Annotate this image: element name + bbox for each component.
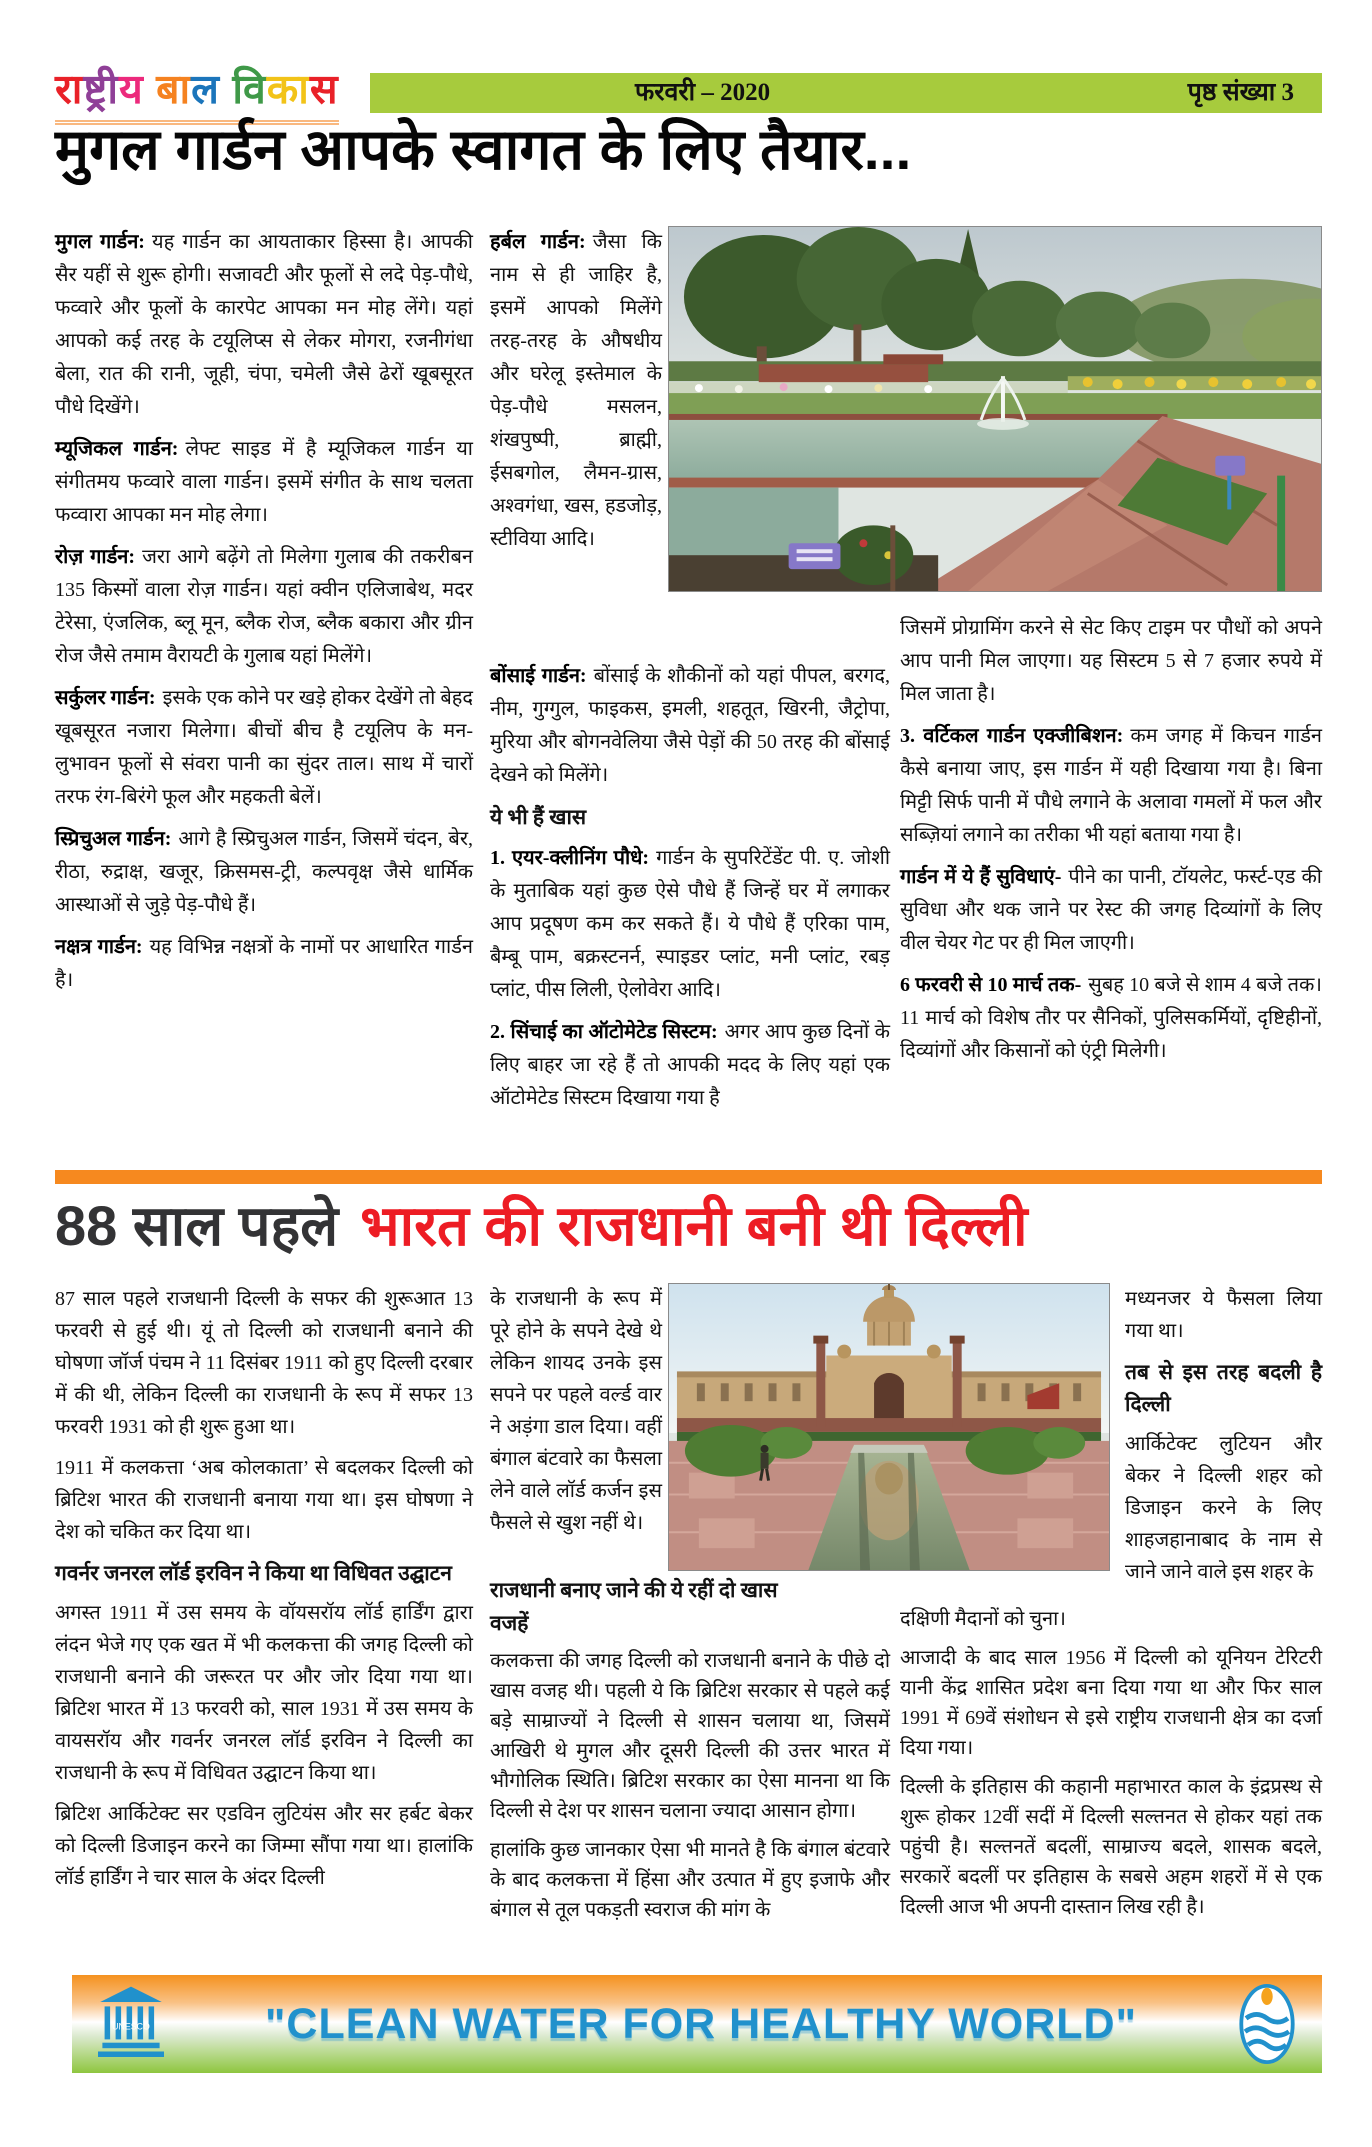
article1-column-2-wide bbox=[490, 660, 890, 1124]
paragraph: नक्षत्र गार्डन: यह विभिन्न नक्षत्रों के नामों पर आधारित गार्डन है। bbox=[55, 936, 473, 991]
paragraph: मध्यनजर ये फैसला लिया गया था। bbox=[1125, 1288, 1322, 1342]
article2-col2-subhead: राजधानी बनाए जाने की ये रहीं दो खास वजहें bbox=[490, 1578, 778, 1635]
section-divider bbox=[55, 1170, 1322, 1184]
mughal-garden-photo bbox=[668, 226, 1322, 592]
logo-letter: रा bbox=[55, 66, 84, 112]
paragraph: 1. एयर-क्लीनिंग पौधे: गार्डन के सुपरिटेंडेंट पी. ए. जोशी के मुताबिक यहां कुछ ऐसे पौधे हैं जिन्हें घर में लगाकर आप प्रदूषण कम कर सकते हैं। ये पौधे हैं एरिका पाम, बैम्बू पाम, बक्रस्टनर्न, स्पाइडर प्लांट, मनी प्लांट, रबड़ प्लांट, पीस लिली, ऐलोवेरा आदि। bbox=[490, 847, 890, 1001]
article2-column-2-narrow bbox=[490, 1283, 662, 1548]
paragraph: म्यूजिकल गार्डन: लेफ्ट साइड में है म्यूजिकल गार्डन या संगीतमय फव्वारे वाला गार्डन। इसमें संगीत के साथ चलता फव्वारा आपका मन मोह लेगा। bbox=[55, 438, 473, 526]
article2-col3-subhead: तब से इस तरह बदली है दिल्ली bbox=[1125, 1360, 1322, 1416]
article1-subhead: ये भी हैं खास bbox=[490, 805, 587, 829]
paragraph: सर्कुलर गार्डन: इसके एक कोने पर खड़े होकर देखेंगे तो बेहद खूबसूरत नजारा मिलेगा। बीचों बीच है टयूलिप के मन-लुभावन फूलों से संवरा पानी का सुंदर ताल। साथ में चारों तरफ रंग-बिरंगे फूल और महकती बेलें। bbox=[55, 687, 473, 808]
article2-column-1 bbox=[55, 1283, 473, 1903]
masthead-issue-bar bbox=[370, 73, 1322, 113]
logo-letter: स bbox=[309, 66, 339, 112]
paragraph: आर्किटेक्ट लुटियन और बेकर ने दिल्ली शहर को डिजाइन करने के लिए शाहजहानाबाद के नाम से जाने जाने वाले इस शहर के bbox=[1125, 1433, 1322, 1583]
paragraph: आजादी के बाद साल 1956 में दिल्ली को यूनियन टेरिटरी यानी केंद्र शासित प्रदेश बना दिया गया था और फिर साल 1991 में 69वें संशोधन से इसे राष्ट्रीय राजधानी क्षेत्र का दर्जा दिया गया। bbox=[900, 1647, 1322, 1759]
paragraph: 1911 में कलकत्ता ‘अब कोलकाता’ से बदलकर दिल्ली को ब्रिटिश भारत की राजधानी बनाया गया था। इस घोषणा ने देश को चकित कर दिया था। bbox=[55, 1457, 473, 1543]
paragraph: ब्रिटिश आर्किटेक्ट सर एडविन लुटियंस और सर हर्बट बेकर को दिल्ली डिजाइन करने का जिम्मा सौंपा गया था। हालांकि लॉर्ड हार्डिंग ने चार साल के अंदर दिल्ली bbox=[55, 1803, 473, 1889]
footer-slogan: "CLEAN WATER FOR HEALTHY WORLD" bbox=[265, 1999, 1137, 2048]
paragraph: हर्बल गार्डन: जैसा कि नाम से ही जाहिर है, इसमें आपको मिलेंगे तरह-तरह के औषधीय और घरेलू इस्तेमाल के पेड़-पौधे मसलन, शंखपुष्पी, ब्राह्मी, ईसबगोल, लैमन-ग्रास, अश्वगंधा, खस, हडजोड़, स्टीविया आदि। bbox=[490, 231, 662, 550]
paragraph: 2. सिंचाई का ऑटोमेटेड सिस्टम: अगर आप कुछ दिनों के लिए बाहर जा रहे हैं तो आपकी मदद के लिए यहां एक ऑटोमेटेड सिस्टम दिखाया गया है bbox=[490, 1021, 890, 1109]
logo-letter: ष्ट्री bbox=[83, 66, 119, 112]
paragraph: कलकत्ता की जगह दिल्ली को राजधानी बनाने के पीछे दो खास वजह थी। पहली ये कि ब्रिटिश सरकार से पहले कई बड़े साम्राज्यों ने दिल्ली से शासन चलाया था, जिसमें आखिरी थे मुगल और दूसरी दिल्ली की उत्तर भारत में भौगोलिक स्थिति। ब्रिटिश सरकार का ऐसा मानना था कि दिल्ली से देश पर शासन चलाना ज्यादा आसान होगा। bbox=[490, 1650, 890, 1822]
paragraph: गार्डन में ये हैं सुविधाएं- पीने का पानी, टॉयलेट, फर्स्ट-एड की सुविधा और थक जाने पर रेस्ट की जगह दिव्यांगों के लिए वील चेयर गेट पर ही मिल जाएगी। bbox=[900, 866, 1322, 954]
rashtrapati-bhavan-photo bbox=[668, 1283, 1110, 1571]
article2-column-3-wide bbox=[900, 1604, 1322, 1931]
article1-column-2-narrow bbox=[490, 226, 662, 565]
article1-headline: मुगल गार्डन आपके स्वागत के लिए तैयार... bbox=[55, 118, 912, 182]
paragraph: हालांकि कुछ जानकार ऐसा भी मानते है कि बंगाल बंटवारे के बाद कलकत्ता में हिंसा और उत्पात में हुए इजाफे और बंगाल से तूल पकड़ती स्वराज की मांग के bbox=[490, 1839, 890, 1921]
masthead-logo bbox=[55, 64, 339, 125]
article2-subhead: गवर्नर जनरल लॉर्ड इरविन ने किया था विधिवत उद्घाटन bbox=[55, 1561, 452, 1585]
unesco-logo-icon bbox=[98, 1985, 164, 2063]
issue-date: फरवरी – 2020 bbox=[635, 79, 771, 106]
paragraph: जिसमें प्रोग्रामिंग करने से सेट किए टाइम पर पौधों को अपने आप पानी मिल जाएगा। यह सिस्टम 5 से 7 हजार रुपये में मिल जाता है। bbox=[900, 617, 1322, 705]
paragraph: दक्षिणी मैदानों को चुना। bbox=[900, 1608, 1066, 1630]
logo-letter: य bbox=[118, 66, 157, 112]
paragraph: रोज़ गार्डन: जरा आगे बढ़ेंगे तो मिलेगा गुलाब की तकरीबन 135 किस्मों वाला रोज़ गार्डन। यहां क्वीन एलिजाबेथ, मदर टेरेसा, एंजलिक, ब्लू मून, ब्लैक रोज, ब्लैक बकारा और ग्रीन रोज जैसे तमाम वैरायटी के गुलाब यहां मिलेंगे। bbox=[55, 546, 473, 667]
paragraph: बोंसाई गार्डन: बोंसाई के शौकीनों को यहां पीपल, बरगद, नीम, गुग्गुल, फाइकस, इमली, शहतूत, खिरनी, जैट्रोपा, मुरिया और बोगनवेलिया जैसे पेड़ों की 50 तरह की बोंसाई देखने को मिलेंगे। bbox=[490, 665, 890, 786]
paragraph: दिल्ली के इतिहास की कहानी महाभारत काल के इंद्रप्रस्थ से शुरू होकर 12वीं सदीं में दिल्ली सल्तनत से होकर यहां तक पहुंची है। सल्तनतें बदलीं, साम्राज्य बदले, शासक बदले, सरकारें बदलीं पर इतिहास के सबसे अहम शहरों में से एक दिल्ली आज भी अपनी दास्तान लिख रही है। bbox=[900, 1776, 1322, 1918]
paragraph: स्प्रिचुअल गार्डन: आगे है स्प्रिचुअल गार्डन, जिसमें चंदन, बेर, रीठा, रुद्राक्ष, खजूर, क्रिसमस-ट्री, कल्पवृक्ष जैसे धार्मिक आस्थाओं से जुड़े पेड़-पौधे हैं। bbox=[55, 828, 473, 916]
article1-column-3 bbox=[900, 612, 1322, 1077]
paragraph: 87 साल पहले राजधानी दिल्ली के सफर की शुरूआत 13 फरवरी से हुई थी। यूं तो दिल्ली को राजधानी बनाने की घोषणा जॉर्ज पंचम ने 11 दिसंबर 1911 को हुए दिल्ली दरबार में की थी, लेकिन दिल्ली का राजधानी के रूप में सफर 13 फरवरी 1931 को ही शुरू हुआ था। bbox=[55, 1288, 473, 1438]
article1-column-1 bbox=[55, 226, 473, 1006]
headline-black-part: 88 साल पहले bbox=[55, 1194, 339, 1257]
headline-red-part: भारत की राजधानी बनी थी दिल्ली bbox=[360, 1194, 1028, 1257]
logo-letter: वि bbox=[232, 66, 267, 112]
article2-headline bbox=[55, 1194, 1322, 1258]
page-number: पृष्ठ संख्या 3 bbox=[1187, 79, 1294, 106]
paragraph: के राजधानी के रूप में पूरे होने के सपने देखे थे लेकिन शायद उनके इस सपने पर पहले वर्ल्ड वार ने अड़ंगा डाल दिया। वहीं बंगाल बंटवारे का फैसला लेने वाले लॉर्ड कर्जन इस फैसले से खुश नहीं थे। bbox=[490, 1288, 662, 1534]
paragraph: 3. वर्टिकल गार्डन एक्जीबिशन: कम जगह में किचन गार्डन कैसे बनाया जाए, इस गार्डन में यही दिखाया गया है। बिना मिट्टी सिर्फ पानी में पौधे लगाने के अलावा गमलों में फल और सब्ज़ियां लगाने का तरीका भी यहां बताया गया है। bbox=[900, 725, 1322, 846]
paragraph: मुगल गार्डन: यह गार्डन का आयताकार हिस्सा है। आपकी सैर यहीं से शुरू होगी। सजावटी और फूलों से लदे पेड़-पौधे, फव्वारे और फूलों के कारपेट आपका मन मोह लेंगे। यहां आपको कई तरह के टयूलिप्स से लेकर मोगरा, रजनीगंधा बेला, रात की रानी, जूही, चंपा, चमेली जैसे ढेरों खूबसूरत पौधे दिखेंगे। bbox=[55, 231, 473, 418]
unesco-label: UNESCO bbox=[112, 2021, 150, 2032]
article2-column-2-wide bbox=[490, 1646, 890, 1934]
paragraph: 6 फरवरी से 10 मार्च तक- सुबह 10 बजे से शाम 4 बजे तक। 11 मार्च को विशेष तौर पर सैनिकों, पुलिसकर्मियों, दृष्टिहीनों, दिव्यांगों और किसानों को एंट्री मिलेगी। bbox=[900, 974, 1322, 1062]
logo-letter: ल bbox=[191, 66, 233, 112]
water-commission-logo-icon bbox=[1238, 1984, 1296, 2064]
paragraph: अगस्त 1911 में उस समय के वॉयसरॉय लॉर्ड हार्डिंग द्वारा लंदन भेजे गए एक खत में भी कलकत्ता की जगह दिल्ली को राजधानी बनाने की जरूरत पर और जोर दिया गया था। ब्रिटिश भारत में 13 फरवरी को, साल 1931 में उस समय के वायसरॉय और गवर्नर जनरल लॉर्ड इरविन ने दिल्ली का राजधानी के रूप में विधिवत उद्घाटन किया था। bbox=[55, 1602, 473, 1784]
logo-letter: बा bbox=[156, 66, 192, 112]
mughal-garden-illustration bbox=[669, 227, 1321, 591]
footer-banner bbox=[72, 1975, 1322, 2073]
rashtrapati-bhavan-illustration bbox=[669, 1284, 1109, 1570]
article2-column-3-narrow bbox=[1125, 1283, 1322, 1597]
logo-letter: का bbox=[266, 66, 310, 112]
